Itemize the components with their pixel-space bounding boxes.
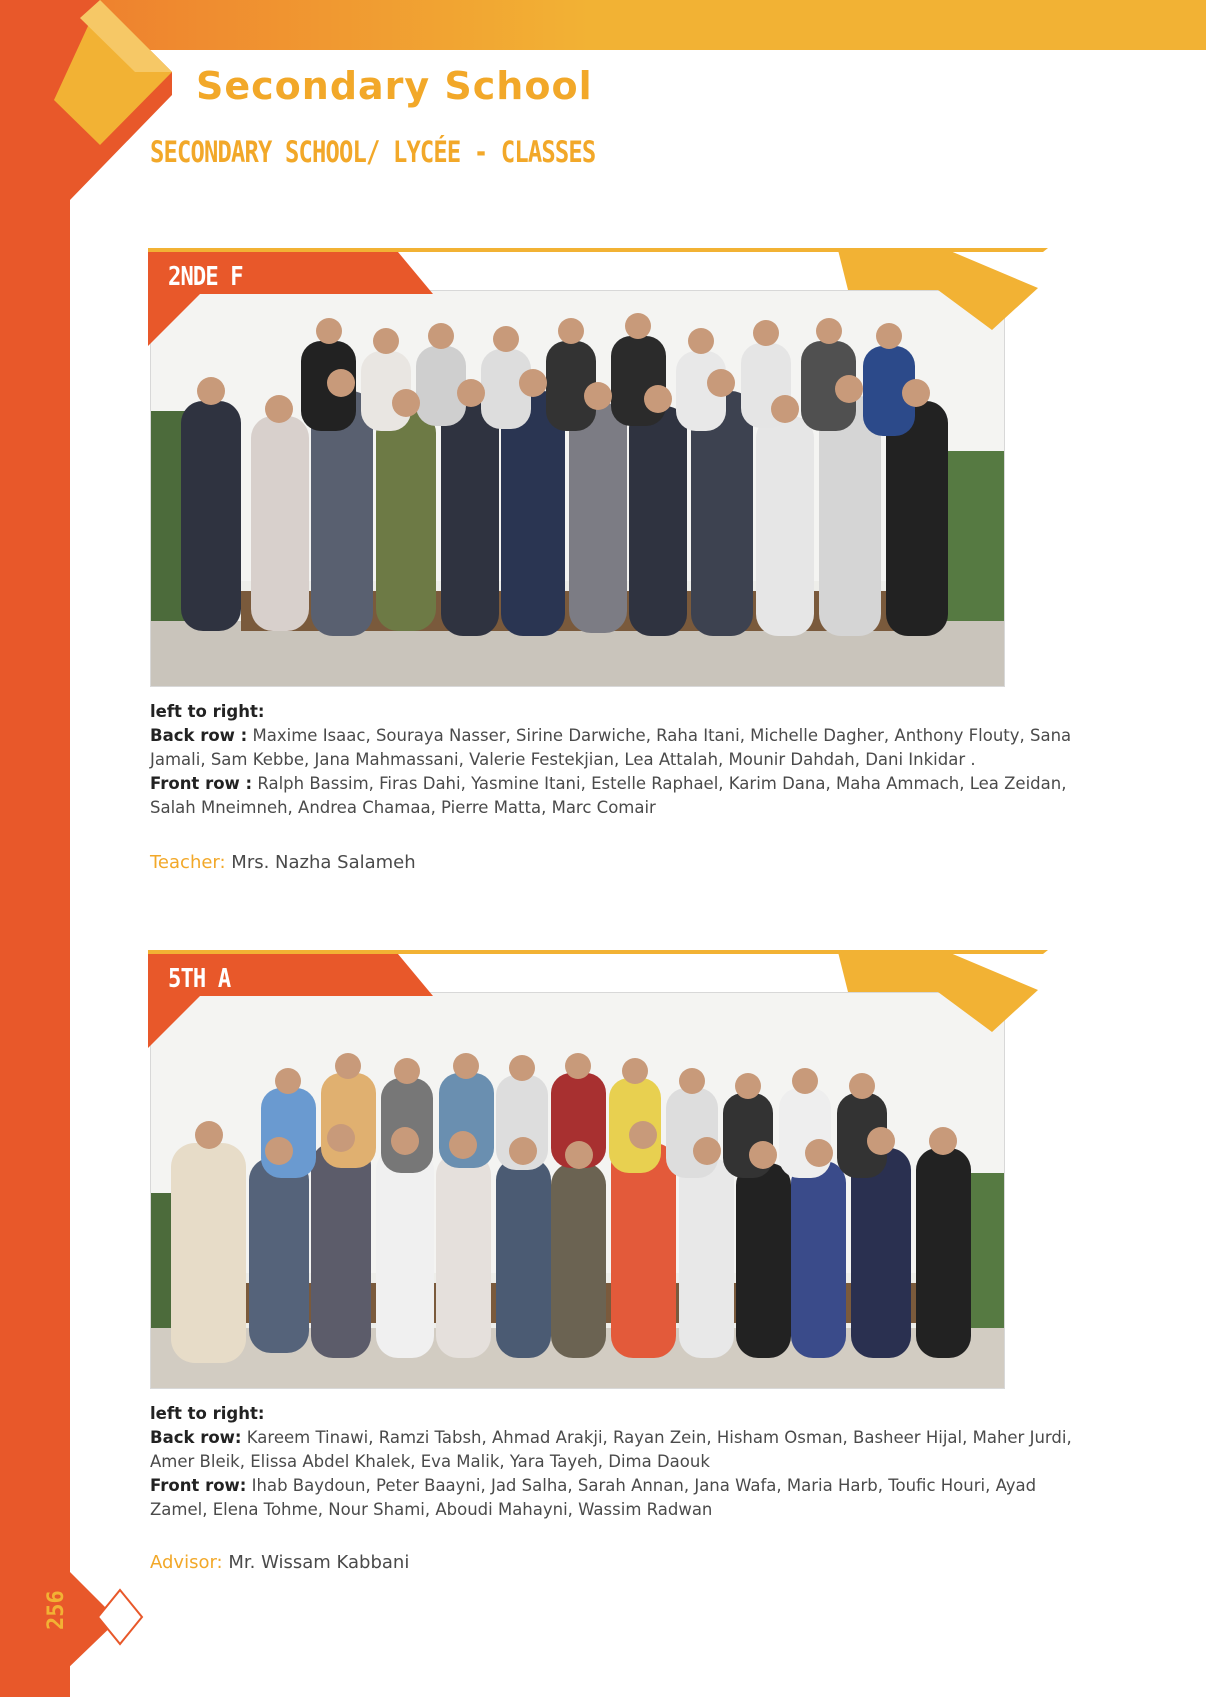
- advisor-label: Advisor:: [150, 1552, 223, 1573]
- caption-intro: left to right:: [150, 1404, 265, 1423]
- class-block-5th-a: [0, 950, 1206, 1573]
- front-row-names: Ralph Bassim, Firas Dahi, Yasmine Itani, Estelle Raphael, Karim Dana, Maha Ammach, Lea Zeidan, Salah Mneimneh, Andrea Chamaa, Pierre Matta, Marc Comair: [150, 774, 1067, 817]
- class-caption: [150, 1402, 1095, 1522]
- back-row-label: Back row:: [150, 1428, 242, 1447]
- front-row-label: Front row:: [150, 1476, 247, 1495]
- teacher-label: Teacher:: [150, 852, 226, 873]
- section-subtitle: SECONDARY SCHOOL/ LYCÉE - CLASSES: [150, 135, 596, 169]
- back-row-label: Back row :: [150, 726, 248, 745]
- advisor-name: Mr. Wissam Kabbani: [222, 1552, 410, 1573]
- class-label: 5TH A: [168, 964, 231, 994]
- advisor-line: [150, 1552, 409, 1573]
- top-left-corner-decoration: [0, 0, 200, 220]
- front-row-names: Ihab Baydoun, Peter Baayni, Jad Salha, Sarah Annan, Jana Wafa, Maria Harb, Toufic Houri, Ayad Zamel, Elena Tohme, Nour Shami, Aboudi Mahayni, Wassim Radwan: [150, 1476, 1037, 1519]
- back-row-names: Kareem Tinawi, Ramzi Tabsh, Ahmad Arakji, Rayan Zein, Hisham Osman, Basheer Hijal, Maher Jurdi, Amer Bleik, Elissa Abdel Khalek, Eva Malik, Yara Tayeh, Dima Daouk: [150, 1428, 1072, 1471]
- class-caption: [150, 700, 1095, 820]
- teacher-name: Mrs. Nazha Salameh: [225, 852, 416, 873]
- back-row-names: Maxime Isaac, Souraya Nasser, Sirine Darwiche, Raha Itani, Michelle Dagher, Anthony Flouty, Sana Jamali, Sam Kebbe, Jana Mahmassani, Valerie Festekjian, Lea Attalah, Mounir Dahdah, Dani Inkidar .: [150, 726, 1072, 769]
- class-label: 2NDE F: [168, 262, 243, 292]
- page-number: 256: [44, 1590, 69, 1630]
- class-block-2nde-f: [0, 248, 1206, 888]
- front-row-label: Front row :: [150, 774, 253, 793]
- class-banner: [148, 248, 1048, 358]
- section-title: Secondary School: [196, 64, 593, 108]
- class-banner: [148, 950, 1048, 1060]
- caption-intro: left to right:: [150, 702, 265, 721]
- teacher-line: [150, 852, 416, 873]
